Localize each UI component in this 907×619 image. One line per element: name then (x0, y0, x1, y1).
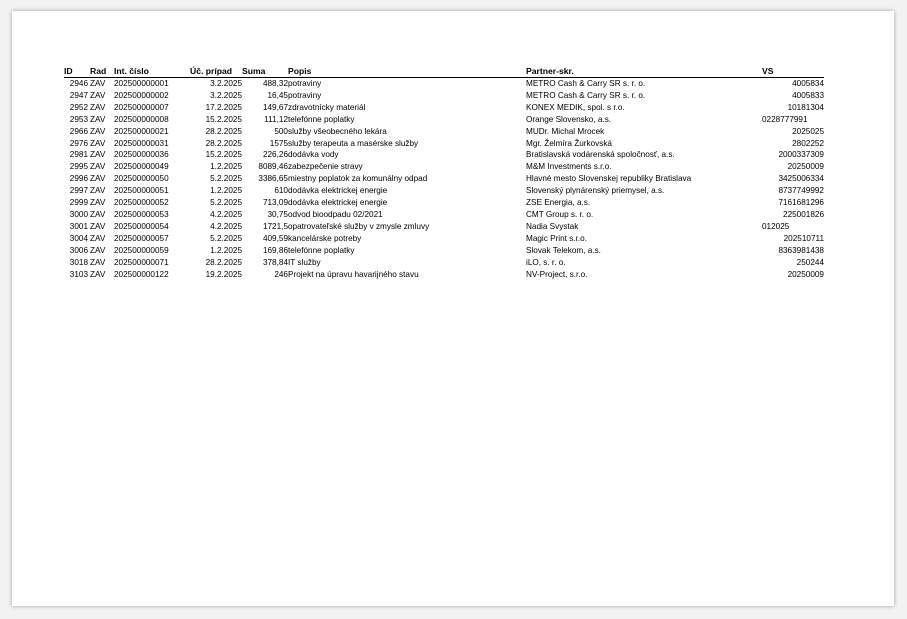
cell-vs: 2802252 (792, 138, 824, 148)
cell-vs: 250244 (796, 257, 824, 267)
table-row (64, 269, 824, 281)
cell-uc-pripad: 19.2.2025 (205, 269, 242, 279)
cell-int-cislo: 202500000008 (114, 114, 169, 124)
header-vs: VS (762, 65, 824, 78)
cell-vs: 225001826 (783, 209, 824, 219)
cell-partner: CMT Group s. r. o. (526, 209, 594, 219)
cell-int-cislo: 202500000057 (114, 233, 169, 243)
table-row (64, 102, 824, 114)
cell-partner: M&M Investments s.r.o. (526, 162, 612, 172)
cell-int-cislo: 202500000059 (114, 245, 169, 255)
table-row (64, 209, 824, 221)
cell-vs: 7161681296 (778, 198, 824, 208)
cell-suma: 30,75 (267, 209, 288, 219)
table-row (64, 149, 824, 161)
cell-uc-pripad: 5.2.2025 (210, 174, 242, 184)
cell-int-cislo: 202500000122 (114, 269, 169, 279)
cell-partner: Bratislavská vodárenská spoločnosť, a.s. (526, 150, 675, 160)
cell-id: 2999 (69, 198, 88, 208)
cell-uc-pripad: 1.2.2025 (210, 186, 242, 196)
cell-rad: ZAV (90, 245, 106, 255)
cell-id: 2997 (69, 186, 88, 196)
table-row (64, 173, 824, 185)
cell-uc-pripad: 3.2.2025 (210, 90, 242, 100)
cell-partner: MUDr. Michal Mrocek (526, 126, 605, 136)
cell-rad: ZAV (90, 233, 106, 243)
cell-popis: miestny poplatok za komunálny odpad (288, 174, 428, 184)
cell-vs: 3425006334 (778, 174, 824, 184)
cell-uc-pripad: 15.2.2025 (205, 150, 242, 160)
table-row (64, 161, 824, 173)
table-body (64, 78, 824, 281)
cell-id: 2952 (69, 102, 88, 112)
cell-id: 3004 (69, 233, 88, 243)
cell-rad: ZAV (90, 257, 106, 267)
header-id: ID (64, 65, 90, 78)
cell-vs: 202510711 (783, 233, 824, 243)
header-rad: Rad (90, 65, 114, 78)
cell-uc-pripad: 4.2.2025 (210, 209, 242, 219)
cell-popis: IT služby (288, 257, 321, 267)
cell-int-cislo: 202500000001 (114, 79, 169, 88)
table-row (64, 233, 824, 245)
cell-rad: ZAV (90, 174, 106, 184)
table-row (64, 245, 824, 257)
cell-partner: Mgr. Želmíra Žurkovská (526, 138, 612, 148)
cell-int-cislo: 202500000002 (114, 90, 169, 100)
cell-popis: služby všeobecného lekára (288, 126, 387, 136)
cell-uc-pripad: 5.2.2025 (210, 198, 242, 208)
cell-id: 3000 (69, 209, 88, 219)
cell-suma: 378,84 (262, 257, 288, 267)
cell-uc-pripad: 28.2.2025 (205, 138, 242, 148)
cell-int-cislo: 202500000021 (114, 126, 169, 136)
cell-partner: NV-Project, s.r.o. (526, 269, 588, 279)
cell-popis: Projekt na úpravu havarijného stavu (288, 269, 419, 279)
document-page (12, 11, 894, 606)
table-row (64, 90, 824, 102)
table-row (64, 185, 824, 197)
cell-popis: potraviny (288, 79, 322, 88)
cell-rad: ZAV (90, 150, 106, 160)
cell-popis: dodávka elektrickej energie (288, 186, 388, 196)
cell-int-cislo: 202500000031 (114, 138, 169, 148)
cell-popis: služby terapeuta a masérske služby (288, 138, 419, 148)
cell-uc-pripad: 28.2.2025 (205, 257, 242, 267)
cell-int-cislo: 202500000052 (114, 198, 169, 208)
cell-id: 2995 (69, 162, 88, 172)
cell-vs: 4005833 (792, 90, 824, 100)
cell-popis: zdravotnícky materiál (288, 102, 366, 112)
cell-uc-pripad: 1.2.2025 (210, 162, 242, 172)
cell-suma: 246 (274, 269, 288, 279)
cell-rad: ZAV (90, 114, 106, 124)
cell-vs: 012025 (762, 221, 790, 231)
cell-vs: 4005834 (792, 79, 824, 88)
header-int-cislo: Int. číslo (114, 65, 190, 78)
table-row (64, 138, 824, 150)
cell-rad: ZAV (90, 186, 106, 196)
cell-popis: dodávka elektrickej energie (288, 198, 388, 208)
header-suma: Suma (242, 65, 288, 78)
cell-suma: 8089,46 (258, 162, 288, 172)
cell-popis: opatrovateľské služby v zmysle zmluvy (288, 221, 430, 231)
cell-suma: 226,26 (262, 150, 288, 160)
cell-uc-pripad: 28.2.2025 (205, 126, 242, 136)
table-row (64, 78, 824, 90)
cell-suma: 610 (274, 186, 288, 196)
cell-id: 2981 (69, 150, 88, 160)
cell-id: 2947 (69, 90, 88, 100)
cell-rad: ZAV (90, 198, 106, 208)
cell-uc-pripad: 5.2.2025 (210, 233, 242, 243)
cell-int-cislo: 202500000071 (114, 257, 169, 267)
cell-vs: 2000337309 (778, 150, 824, 160)
cell-rad: ZAV (90, 90, 106, 100)
table-row (64, 257, 824, 269)
cell-id: 3001 (69, 221, 88, 231)
cell-popis: telefónne poplatky (288, 114, 355, 124)
cell-suma: 3386,65 (258, 174, 288, 184)
cell-partner: METRO Cash & Carry SR s. r. o. (526, 79, 646, 88)
table-row (64, 197, 824, 209)
cell-id: 3006 (69, 245, 88, 255)
cell-uc-pripad: 3.2.2025 (210, 79, 242, 88)
table-row (64, 126, 824, 138)
cell-suma: 1575 (269, 138, 288, 148)
cell-id: 2976 (69, 138, 88, 148)
cell-int-cislo: 202500000053 (114, 209, 169, 219)
header-uc-pripad: Úč. prípad (190, 65, 242, 78)
cell-partner: KONEX MEDIK, spol. s r.o. (526, 102, 625, 112)
header-partner: Partner-skr. (526, 65, 762, 78)
cell-int-cislo: 202500000007 (114, 102, 169, 112)
cell-vs: 2025025 (792, 126, 824, 136)
cell-int-cislo: 202500000036 (114, 150, 169, 160)
cell-int-cislo: 202500000050 (114, 174, 169, 184)
cell-id: 2966 (69, 126, 88, 136)
cell-int-cislo: 202500000049 (114, 162, 169, 172)
cell-partner: Nadia Svystak (526, 221, 579, 231)
cell-partner: Slovenský plynárenský priemysel, a.s. (526, 186, 665, 196)
invoice-table (64, 65, 824, 280)
cell-popis: potraviny (288, 90, 322, 100)
cell-popis: kancelárske potreby (288, 233, 362, 243)
cell-suma: 149,67 (262, 102, 288, 112)
cell-rad: ZAV (90, 209, 106, 219)
cell-rad: ZAV (90, 162, 106, 172)
cell-rad: ZAV (90, 79, 106, 88)
cell-partner: ZSE Energia, a.s. (526, 198, 591, 208)
cell-suma: 1721,5 (262, 221, 288, 231)
cell-suma: 409,59 (262, 233, 288, 243)
cell-id: 3018 (69, 257, 88, 267)
cell-partner: iLO, s. r. o. (526, 257, 566, 267)
cell-uc-pripad: 1.2.2025 (210, 245, 242, 255)
cell-popis: odvod bioodpadu 02/2021 (288, 209, 383, 219)
table-header-row (64, 65, 824, 78)
cell-rad: ZAV (90, 102, 106, 112)
cell-popis: dodávka vody (288, 150, 339, 160)
table-row (64, 114, 824, 126)
cell-rad: ZAV (90, 269, 106, 279)
cell-partner: Hlavné mesto Slovenskej republiky Bratislava (526, 174, 692, 184)
cell-partner: Magic Print s.r.o. (526, 233, 587, 243)
cell-id: 2996 (69, 174, 88, 184)
cell-suma: 500 (274, 126, 288, 136)
cell-vs: 0228777991 (762, 114, 808, 124)
cell-partner: Slovak Telekom, a.s. (526, 245, 601, 255)
cell-suma: 169,86 (262, 245, 288, 255)
header-popis: Popis (288, 65, 526, 78)
cell-suma: 713,09 (262, 198, 288, 208)
cell-rad: ZAV (90, 138, 106, 148)
cell-suma: 111,12 (264, 114, 288, 124)
cell-partner: Orange Slovensko, a.s. (526, 114, 612, 124)
cell-id: 3103 (69, 269, 88, 279)
cell-popis: zabezpečenie stravy (288, 162, 363, 172)
cell-int-cislo: 202500000051 (114, 186, 169, 196)
cell-uc-pripad: 4.2.2025 (210, 221, 242, 231)
cell-vs: 20250009 (787, 269, 824, 279)
cell-uc-pripad: 17.2.2025 (205, 102, 242, 112)
cell-vs: 8363981438 (778, 245, 824, 255)
cell-suma: 488,32 (262, 79, 288, 88)
cell-partner: METRO Cash & Carry SR s. r. o. (526, 90, 646, 100)
cell-vs: 10181304 (787, 102, 824, 112)
cell-uc-pripad: 15.2.2025 (205, 114, 242, 124)
cell-vs: 8737749992 (778, 186, 824, 196)
cell-rad: ZAV (90, 221, 106, 231)
cell-popis: telefónne poplatky (288, 245, 355, 255)
table-row (64, 221, 824, 233)
cell-id: 2946 (69, 79, 88, 88)
cell-suma: 16,45 (267, 90, 288, 100)
cell-id: 2953 (69, 114, 88, 124)
cell-int-cislo: 202500000054 (114, 221, 169, 231)
cell-vs: 20250009 (787, 162, 824, 172)
cell-rad: ZAV (90, 126, 106, 136)
